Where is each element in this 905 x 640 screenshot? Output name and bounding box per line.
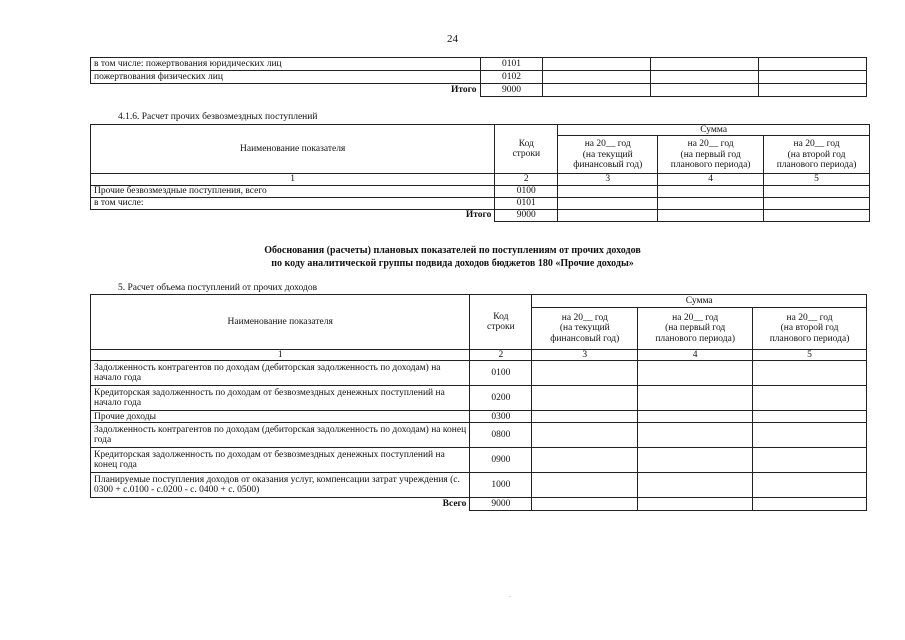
table-row <box>91 197 870 209</box>
section-title-416: 4.1.6. Расчет прочих безвозмездных поступлений <box>118 112 318 122</box>
header-code <box>495 125 558 174</box>
table-row <box>91 473 867 498</box>
value-cell[interactable] <box>658 209 764 221</box>
value-cell[interactable] <box>764 197 870 209</box>
header-second-plan-year: на 20__ год (на второй год планового периода) <box>753 308 867 350</box>
value-cell[interactable] <box>753 473 867 498</box>
column-numbers-row <box>91 174 870 185</box>
total-code: 9000 <box>470 498 532 511</box>
value-cell[interactable] <box>764 185 870 197</box>
table-row <box>91 185 870 197</box>
row-code: 0800 <box>470 423 532 448</box>
col-number: 1 <box>91 174 495 185</box>
justification-heading <box>0 245 905 270</box>
value-cell[interactable] <box>753 361 867 386</box>
total-label: Всего <box>442 499 467 510</box>
total-row <box>91 498 867 511</box>
row-name: в том числе: пожертвования юридических лиц <box>91 58 481 71</box>
value-cell[interactable] <box>638 411 753 423</box>
value-cell[interactable] <box>532 386 638 411</box>
col-number: 3 <box>558 174 658 185</box>
value-cell[interactable] <box>638 498 753 511</box>
header-sum: Сумма <box>558 125 870 136</box>
row-name: Прочие доходы <box>91 411 470 423</box>
value-cell[interactable] <box>658 197 764 209</box>
row-name: Планируемые поступления доходов от оказания услуг, компенсации затрат учреждения (с. 0300 + с.0100 - с.0200 - с. 0400 + с. 0500) <box>91 473 470 498</box>
row-name: Задолженность контрагентов по доходам (дебиторская задолженность по доходам) на конец года <box>91 423 470 448</box>
col-number: 4 <box>638 350 753 361</box>
value-cell[interactable] <box>543 84 651 97</box>
total-row <box>91 84 867 97</box>
value-cell[interactable] <box>558 185 658 197</box>
other-income-table <box>90 294 867 511</box>
value-cell[interactable] <box>764 209 870 221</box>
row-name: Кредиторская задолженность по доходам от безвозмездных денежных поступлений на начало года <box>91 386 470 411</box>
column-numbers-row <box>91 350 867 361</box>
row-name: Кредиторская задолженность по доходам от безвозмездных денежных поступлений на конец года <box>91 448 470 473</box>
table-row <box>91 58 867 71</box>
col-number: 2 <box>495 174 558 185</box>
value-cell[interactable] <box>651 58 759 71</box>
total-code: 9000 <box>495 209 558 221</box>
value-cell[interactable] <box>532 473 638 498</box>
header-name: Наименование показателя <box>91 295 470 350</box>
value-cell[interactable] <box>532 448 638 473</box>
row-name: в том числе: <box>91 197 495 209</box>
stray-mark: . <box>509 590 511 599</box>
header-second-plan-year: на 20__ год (на второй год планового периода) <box>764 136 870 174</box>
col-number: 1 <box>91 350 470 361</box>
value-cell[interactable] <box>753 386 867 411</box>
total-label: Итого <box>465 210 492 221</box>
value-cell[interactable] <box>532 498 638 511</box>
value-cell[interactable] <box>753 411 867 423</box>
row-code: 0300 <box>470 411 532 423</box>
row-code: 0102 <box>480 71 543 84</box>
header-code-text: Код строки <box>487 311 515 332</box>
row-code: 0100 <box>495 185 558 197</box>
header-first-plan-year: на 20__ год (на первый год планового периода) <box>658 136 764 174</box>
col-number: 3 <box>532 350 638 361</box>
header-code-text: Код строки <box>512 138 541 160</box>
value-cell[interactable] <box>651 84 759 97</box>
value-cell[interactable] <box>532 411 638 423</box>
row-code: 0900 <box>470 448 532 473</box>
col-number: 5 <box>753 350 867 361</box>
header-current-year: на 20__ год (на текущий финансовый год) <box>558 136 658 174</box>
header-code <box>470 295 532 350</box>
table-row <box>91 423 867 448</box>
header-current-year: на 20__ год (на текущий финансовый год) <box>532 308 638 350</box>
heading-line-1: Обоснования (расчеты) плановых показателей по поступлениям от прочих доходов <box>264 245 641 256</box>
heading-line-2: по коду аналитической группы подвида доходов бюджетов 180 «Прочие доходы» <box>271 257 634 269</box>
section-title-5: 5. Расчет объема поступлений от прочих доходов <box>118 283 318 293</box>
table-row <box>91 361 867 386</box>
table-row <box>91 411 867 423</box>
other-receipts-table <box>90 124 870 222</box>
row-code: 0101 <box>480 58 543 71</box>
page-number: 24 <box>447 33 458 45</box>
value-cell[interactable] <box>759 58 867 71</box>
row-name: пожертвования физических лиц <box>91 71 481 84</box>
total-row <box>91 209 870 221</box>
value-cell[interactable] <box>759 71 867 84</box>
value-cell[interactable] <box>543 71 651 84</box>
col-number: 2 <box>470 350 532 361</box>
value-cell[interactable] <box>759 84 867 97</box>
value-cell[interactable] <box>638 423 753 448</box>
value-cell[interactable] <box>543 58 651 71</box>
header-sum: Сумма <box>532 295 867 308</box>
col-number: 5 <box>764 174 870 185</box>
header-name: Наименование показателя <box>91 125 495 174</box>
row-name: Прочие безвозмездные поступления, всего <box>91 185 495 197</box>
header-first-plan-year: на 20__ год (на первый год планового периода) <box>638 308 753 350</box>
table-row <box>91 448 867 473</box>
value-cell[interactable] <box>558 209 658 221</box>
row-code: 0100 <box>470 361 532 386</box>
row-code: 0101 <box>495 197 558 209</box>
col-number: 4 <box>658 174 764 185</box>
table-row <box>91 386 867 411</box>
value-cell[interactable] <box>638 386 753 411</box>
value-cell[interactable] <box>558 197 658 209</box>
value-cell[interactable] <box>638 473 753 498</box>
value-cell[interactable] <box>638 361 753 386</box>
value-cell[interactable] <box>532 423 638 448</box>
row-code: 0200 <box>470 386 532 411</box>
value-cell[interactable] <box>753 498 867 511</box>
table-row <box>91 71 867 84</box>
value-cell[interactable] <box>753 448 867 473</box>
value-cell[interactable] <box>638 448 753 473</box>
total-code: 9000 <box>480 84 543 97</box>
total-label: Итого <box>450 85 477 96</box>
value-cell[interactable] <box>658 185 764 197</box>
value-cell[interactable] <box>532 361 638 386</box>
value-cell[interactable] <box>651 71 759 84</box>
value-cell[interactable] <box>753 423 867 448</box>
row-code: 1000 <box>470 473 532 498</box>
donations-table <box>90 57 867 97</box>
row-name: Задолженность контрагентов по доходам (дебиторская задолженность по доходам) на начало года <box>91 361 470 386</box>
